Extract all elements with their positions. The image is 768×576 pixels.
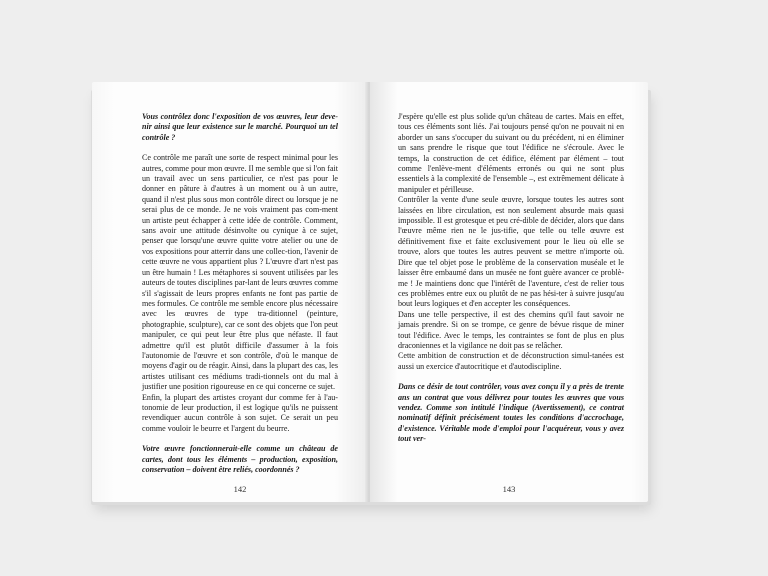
page-number: 143 bbox=[502, 483, 516, 494]
answer-paragraph: J'espère qu'elle est plus solide qu'un château de cartes. Mais en effet, tous ces éléments sont liés. J'ai toujours pensé qu'on ne pouvait ni en aborder un sans s'occuper du suivant ou du précédent, ni en éliminer un sans prendre le risque que tout l'édifice ne s'écroule. Avec le temps, la construction de cet édifice, élément par élément – tout comme l'enlève-ment d'éléments erronés ou qui ne sont plus essentiels à la complexité de l'ensemble –, est extrêmement délicate à manipuler et périlleuse. bbox=[398, 112, 624, 194]
page-number: 142 bbox=[233, 483, 247, 494]
left-page bbox=[92, 82, 368, 502]
answer-paragraph: Enfin, la plupart des artistes croyant dur comme fer à l'au-tonomie de leur production, il est logique qu'ils ne puissent revendiquer aucun contrôle à son sujet. Ce serait un peu comme vouloir le beurre et l'argent du beurre. bbox=[142, 392, 338, 433]
open-book bbox=[89, 82, 651, 507]
interview-question: Dans ce désir de tout contrôler, vous avez conçu il y a près de trente ans un contrat que vous délivrez pour toutes les œuvres que vous vendez. Comme son intitulé l'indique (Avertissement), ce contrat nominatif définit précisément toutes les conditions d'accrochage, d'existence. Véritable mode d'emploi pour l'acquéreur, vous y avez tout ver- bbox=[398, 382, 624, 444]
answer-paragraph: Cette ambition de construction et de déconstruction simul-tanées est aussi un exercice d'autocritique et d'autodiscipline. bbox=[398, 351, 624, 371]
interview-question: Votre œuvre fonctionnerait-elle comme un château de cartes, dont tous les éléments – production, exposition, conservation – doivent être reliés, coordonnés ? bbox=[142, 444, 338, 474]
interview-question: Vous contrôlez donc l'exposition de vos œuvres, leur deve-nir ainsi que leur existence sur le marché. Pourquoi un tel contrôle ? bbox=[142, 112, 338, 142]
answer-paragraph: Ce contrôle me paraît une sorte de respect minimal pour les autres, comme pour mon œuvre. Il me semble que si l'on fait un travail avec un sens particulier, ce n'est pas pour le donner en pâture à d'autres à un moment ou à un autre, quand il n'est plus sous mon contrôle direct ou lorsque je ne serai plus de ce monde. Je ne vois vraiment pas com-ment un artiste peut échapper à cette idée de contrôle. Comment, sans avoir une attitude désinvolte ou cynique à ce sujet, penser que lorsqu'une œuvre quitte votre atelier ou une de vos expositions pour atterrir dans une collec-tion, l'avenir de cette œuvre ne vous appartient plus ? L'œuvre d'art n'est pas un être humain ! Les métaphores si souvent utilisées par les auteurs de toutes disciplines par-lant de leurs œuvres comme s'il s'agissait de leurs propres enfants ne font pas partie de mes formules. Ce contrôle me semble encore plus nécessaire avec les œuvres de type tra-ditionnel (peinture, photographie, sculpture), car ce sont des objets que l'on peut manipuler, ce qui peut leur être plus que néfaste. Il faut admettre qu'il est plutôt difficile d'assumer à la fois l'autonomie de l'œuvre et son contrôle, d'où le manque de moyens d'agir ou de réagir. Ainsi, dans la plupart des cas, les artistes utilisant ces médiums tradi-tionnels ont du mal à justifier une position rigoureuse en ce qui concerne ce sujet. bbox=[142, 153, 338, 392]
right-page bbox=[370, 82, 648, 502]
answer-paragraph: Contrôler la vente d'une seule œuvre, lorsque toutes les autres sont laissées en libre circulation, est non seulement absurde mais quasi impossible. Il est grotesque et peu cré-dible de décider, alors que dans l'œuvre même rien ne le jus-tifie, que telle ou telle œuvre est définitivement fixe et faite exclusivement pour le lieu où elle se trouve, alors que toutes les autres peuvent se mettre n'importe où. Dire que tel objet pose le problème de la conservation muséale et le laisser être embaumé dans un musée ne font guère avancer ce problè-me ! Je maintiens donc que l'intérêt de l'aventure, c'est de relier tous ces problèmes entre eux ou plutôt de ne pas hési-ter à suivre jusqu'au bout leurs logiques et d'en accepter les conséquences. bbox=[398, 195, 624, 309]
answer-paragraph: Dans une telle perspective, il est des chemins qu'il faut savoir ne jamais prendre. Si on se trompe, ce genre de bévue risque de miner tout l'édifice. Avec le temps, les contraintes se font de plus en plus draconiennes et la vigilance ne doit pas se relâcher. bbox=[398, 309, 624, 350]
